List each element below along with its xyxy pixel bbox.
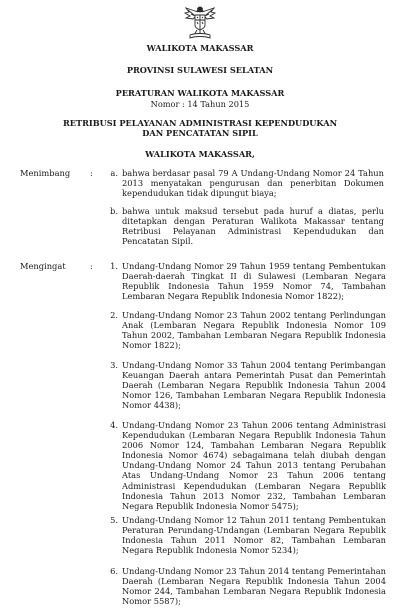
issuer-line: WALIKOTA MAKASSAR, [145, 149, 255, 159]
mengingat-item-6: Undang-Undang Nomor 23 Tahun 2014 tentang Pemerintahan Daerah (Lembaran Negara Republik Indonesia Tahun 2004 Nomor 244, Tambahan Lembaran Negara Republik Indonesia Nomor 5587); [122, 566, 386, 607]
mengingat-marker-6: 6. [110, 566, 118, 576]
menimbang-label: Menimbang [20, 168, 71, 178]
regulation-number: Nomor : 14 Tahun 2015 [150, 99, 250, 109]
menimbang-item-a: bahwa berdasar pasal 79 A Undang-Undang Nomor 24 Tahun 2013 menyatakan pengurusan dan penerbitan Dokumen kependudukan tidak dipungut biaya; [122, 168, 384, 199]
subject-line-2: DAN PENCATATAN SIPIL [142, 128, 258, 138]
garuda-emblem-icon [183, 4, 217, 40]
menimbang-marker-b: b. [110, 206, 118, 216]
mengingat-marker-2: 2. [110, 310, 118, 320]
mengingat-marker-1: 1. [110, 261, 118, 271]
subject-line-1: RETRIBUSI PELAYANAN ADMINISTRASI KEPENDUDUKAN [62, 118, 338, 128]
mengingat-item-1: Undang-Undang Nomor 29 Tahun 1959 tentang Pembentukan Daerah-daerah Tingkat II di Sulawesi (Lembaran Negara Republik Indonesia Tahun 1959 Nomor 74, Tambahan Lembaran Negara Republik Indonesia Nomor 1822); [122, 261, 386, 302]
menimbang-marker-a: a. [110, 168, 118, 178]
mengingat-marker-5: 5. [110, 515, 118, 525]
mengingat-colon: : [90, 261, 93, 271]
mengingat-marker-4: 4. [110, 420, 118, 430]
regulation-title: PERATURAN WALIKOTA MAKASSAR [115, 88, 285, 98]
mengingat-label: Mengingat [20, 261, 66, 271]
menimbang-item-b: bahwa untuk maksud tersebut pada huruf a diatas, perlu ditetapkan dengan Peraturan Walikota Makassar tentang Retribusi Pelayanan Administrasi Kependudukan dan Pencatatan Sipil. [122, 206, 384, 247]
menimbang-colon: : [90, 168, 93, 178]
mengingat-item-4: Undang-Undang Nomor 23 Tahun 2006 tentang Administrasi Kependudukan (Lembaran Negara Republik Indonesia Tahun 2006 Nomor 124, Tambahan Lembaran Negara Republik Indonesia Nomor 4674) sebagaimana telah diubah dengan Undang-Undang Nomor 24 Tahun 2013 tentang Perubahan Atas Undang-Undang Nomor 23 Tahun 2006 tentang Administrasi Kependudukan (Lembaran Negara Republik Indonesia Tahun 2013 Nomor 232, Tambahan Lembaran Negara Republik Indonesia Nomor 5475); [122, 420, 386, 511]
mengingat-item-2: Undang-Undang Nomor 23 Tahun 2002 tentang Perlindungan Anak (Lembaran Negara Republik Indonesia Nomor 109 Tahun 2002, Tambahan Lembaran Negara Republik Indonesia Nomor 1822); [122, 310, 386, 351]
authority-title: WALIKOTA MAKASSAR [146, 43, 254, 53]
mengingat-item-5: Undang-Undang Nomor 12 Tahun 2011 tentang Pembentukan Peraturan Perundang-Undangan (Lembaran Negara Republik Indonesia Tahun 2011 Nomor 82, Tambahan Lembaran Negara Republik Indonesia Nomor 5234); [122, 515, 386, 556]
mengingat-marker-3: 3. [110, 360, 118, 370]
province-title: PROVINSI SULAWESI SELATAN [126, 65, 274, 75]
mengingat-item-3: Undang-Undang Nomor 33 Tahun 2004 tentang Perimbangan Keuangan Daerah antara Pemerintah Pusat dan Pemerintah Daerah (Lembaran Negara Republik Indonesia Tahun 2004 Nomor 126, Tambahan Lembaran Negara Republik Indonesia Nomor 4438); [122, 360, 386, 411]
